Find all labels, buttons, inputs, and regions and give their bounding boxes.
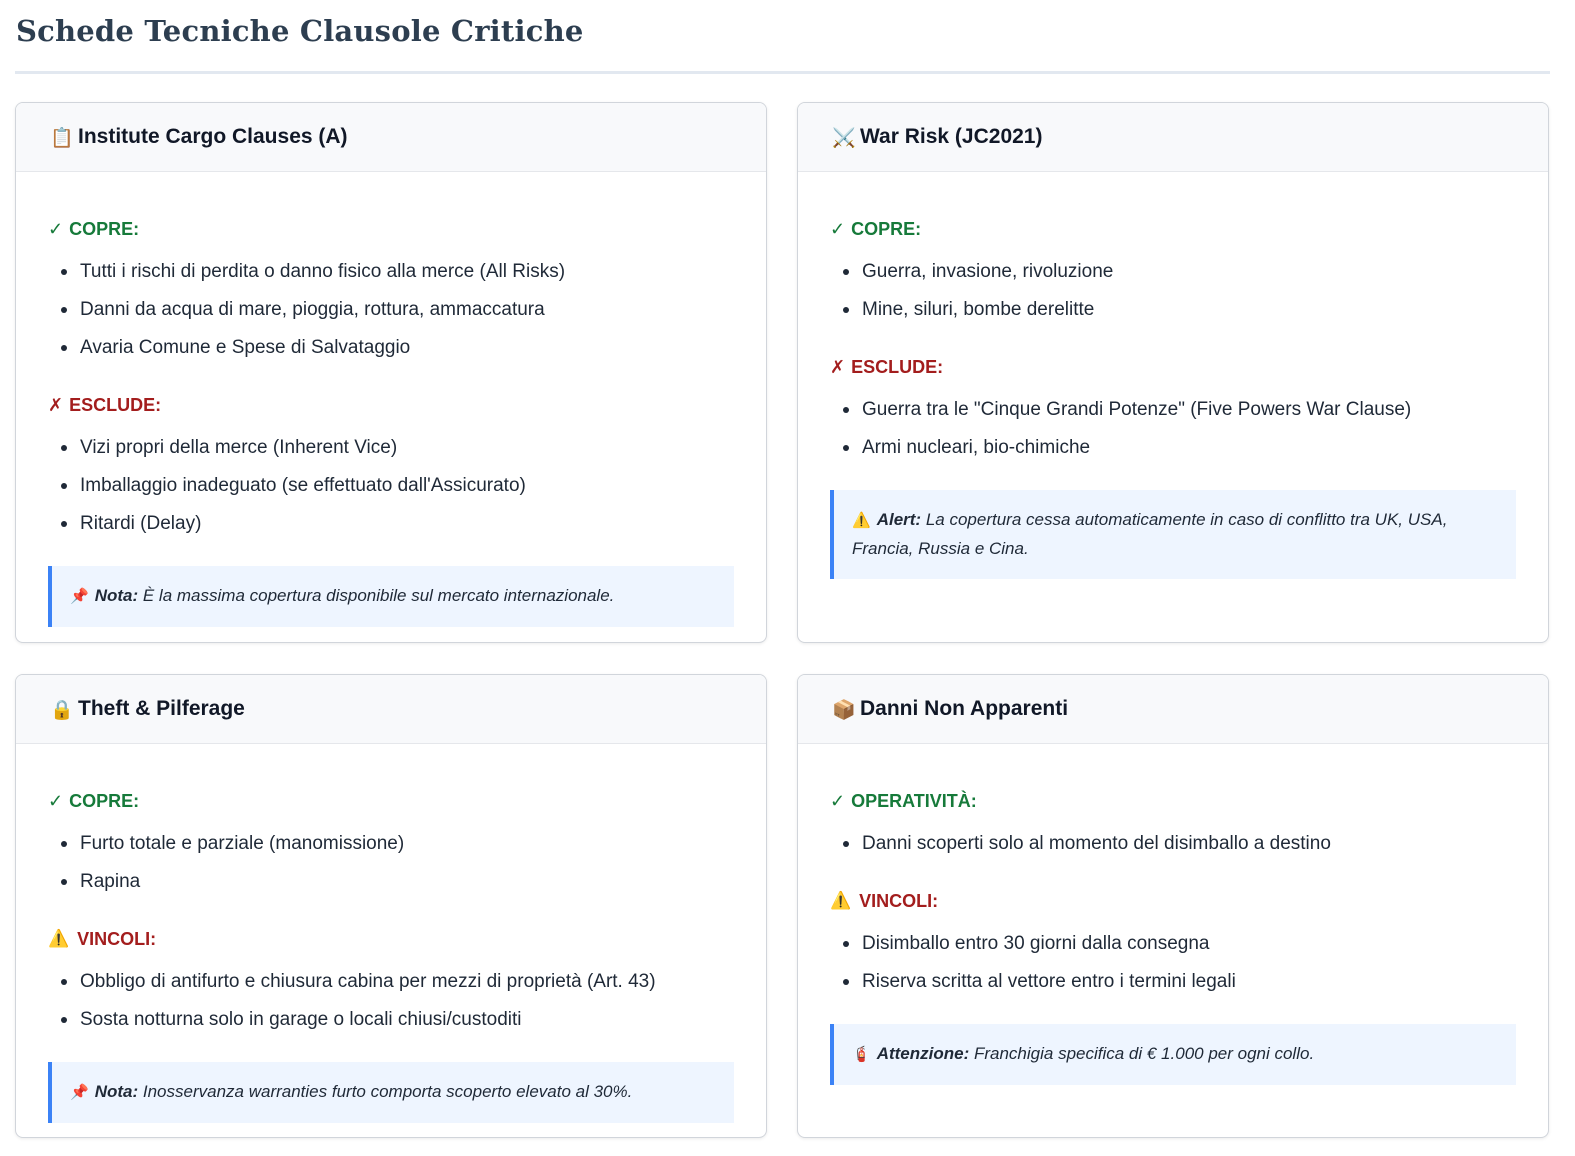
section-heading-covers bbox=[48, 214, 734, 244]
card-war-risk bbox=[797, 102, 1549, 643]
list-item: Furto totale e parziale (manomissione) bbox=[48, 830, 734, 868]
list-item: Guerra tra le "Cinque Grandi Potenze" (Five Powers War Clause) bbox=[830, 396, 1516, 434]
cross-icon: ✗ bbox=[48, 394, 64, 415]
list-item: Danni da acqua di mare, pioggia, rottura, ammaccatura bbox=[48, 296, 734, 334]
list-item: Sosta notturna solo in garage o locali chiusi/custoditi bbox=[48, 1006, 734, 1044]
card-institute-cargo-clauses bbox=[15, 102, 767, 643]
list-item: Vizi propri della merce (Inherent Vice) bbox=[48, 434, 734, 472]
card-header bbox=[16, 103, 766, 172]
card-header bbox=[798, 675, 1548, 744]
note-text: È la massima copertura disponibile sul mercato internazionale. bbox=[142, 586, 615, 605]
check-icon: ✓ bbox=[48, 218, 64, 239]
card-danni-non-apparenti bbox=[797, 674, 1549, 1138]
note-text: Inosservanza warranties furto comporta scoperto elevato al 30%. bbox=[142, 1082, 633, 1101]
card-header bbox=[16, 675, 766, 744]
note-label: Nota: bbox=[94, 1082, 139, 1101]
section-label: COPRE: bbox=[69, 790, 140, 811]
cross-icon: ✗ bbox=[830, 356, 846, 377]
list-item: Riserva scritta al vettore entro i termini legali bbox=[830, 968, 1516, 1006]
list-item: Ritardi (Delay) bbox=[48, 510, 734, 548]
section-heading-excludes bbox=[830, 352, 1516, 382]
constraints-list bbox=[830, 930, 1516, 1006]
page-title: Schede Tecniche Clausole Critiche bbox=[16, 14, 584, 48]
warning-icon: ⚠️ bbox=[830, 891, 852, 910]
pin-icon: 📌 bbox=[70, 588, 89, 605]
note-label: Attenzione: bbox=[876, 1044, 970, 1063]
excludes-list bbox=[48, 434, 734, 548]
note-text: La copertura cessa automaticamente in caso di conflitto tra UK, USA, Francia, Russia e Cina. bbox=[852, 510, 1448, 558]
note-box bbox=[48, 1062, 734, 1123]
fire-extinguisher-icon: 🧯 bbox=[852, 1046, 871, 1063]
check-icon: ✓ bbox=[830, 790, 846, 811]
check-icon: ✓ bbox=[830, 218, 846, 239]
section-heading-constraints bbox=[830, 886, 1516, 916]
constraints-list bbox=[48, 968, 734, 1044]
lock-icon: 🔒 bbox=[50, 698, 74, 721]
list-item: Tutti i rischi di perdita o danno fisico alla merce (All Risks) bbox=[48, 258, 734, 296]
card-title: Theft & Pilferage bbox=[78, 697, 245, 720]
section-label: COPRE: bbox=[851, 218, 922, 239]
list-item: Armi nucleari, bio-chimiche bbox=[830, 434, 1516, 472]
section-label: ESCLUDE: bbox=[69, 394, 162, 415]
crossed-swords-icon: ⚔️ bbox=[832, 126, 856, 149]
pin-icon: 📌 bbox=[70, 1084, 89, 1101]
warning-icon: ⚠️ bbox=[48, 929, 70, 948]
note-box bbox=[48, 566, 734, 627]
list-item: Rapina bbox=[48, 868, 734, 906]
section-heading-excludes bbox=[48, 390, 734, 420]
title-divider bbox=[15, 71, 1550, 74]
section-heading-covers bbox=[830, 214, 1516, 244]
alert-box bbox=[830, 490, 1516, 579]
card-header bbox=[798, 103, 1548, 172]
clipboard-icon: 📋 bbox=[50, 126, 74, 149]
card-title: Institute Cargo Clauses (A) bbox=[78, 125, 348, 148]
check-icon: ✓ bbox=[48, 790, 64, 811]
section-heading-constraints bbox=[48, 924, 734, 954]
package-icon: 📦 bbox=[832, 698, 856, 721]
list-item: Mine, siluri, bombe derelitte bbox=[830, 296, 1516, 334]
list-item: Imballaggio inadeguato (se effettuato dall'Assicurato) bbox=[48, 472, 734, 510]
excludes-list bbox=[830, 396, 1516, 472]
section-label: VINCOLI: bbox=[77, 928, 157, 949]
list-item: Avaria Comune e Spese di Salvataggio bbox=[48, 334, 734, 372]
section-heading-covers bbox=[48, 786, 734, 816]
note-text: Franchigia specifica di € 1.000 per ogni collo. bbox=[973, 1044, 1315, 1063]
list-item: Disimballo entro 30 giorni dalla consegna bbox=[830, 930, 1516, 968]
covers-list bbox=[48, 258, 734, 372]
covers-list bbox=[48, 830, 734, 906]
warning-icon: ⚠️ bbox=[852, 512, 871, 529]
section-label: COPRE: bbox=[69, 218, 140, 239]
list-item: Guerra, invasione, rivoluzione bbox=[830, 258, 1516, 296]
note-label: Alert: bbox=[876, 510, 922, 529]
section-heading-operativity bbox=[830, 786, 1516, 816]
card-title: War Risk (JC2021) bbox=[860, 125, 1043, 148]
operativity-list bbox=[830, 830, 1516, 868]
section-label: ESCLUDE: bbox=[851, 356, 944, 377]
card-title: Danni Non Apparenti bbox=[860, 697, 1069, 720]
card-theft-pilferage bbox=[15, 674, 767, 1138]
section-label: OPERATIVITÀ: bbox=[851, 790, 977, 811]
section-label: VINCOLI: bbox=[859, 890, 939, 911]
covers-list bbox=[830, 258, 1516, 334]
list-item: Obbligo di antifurto e chiusura cabina per mezzi di proprietà (Art. 43) bbox=[48, 968, 734, 1006]
attention-box bbox=[830, 1024, 1516, 1085]
note-label: Nota: bbox=[94, 586, 139, 605]
list-item: Danni scoperti solo al momento del disimballo a destino bbox=[830, 830, 1516, 868]
